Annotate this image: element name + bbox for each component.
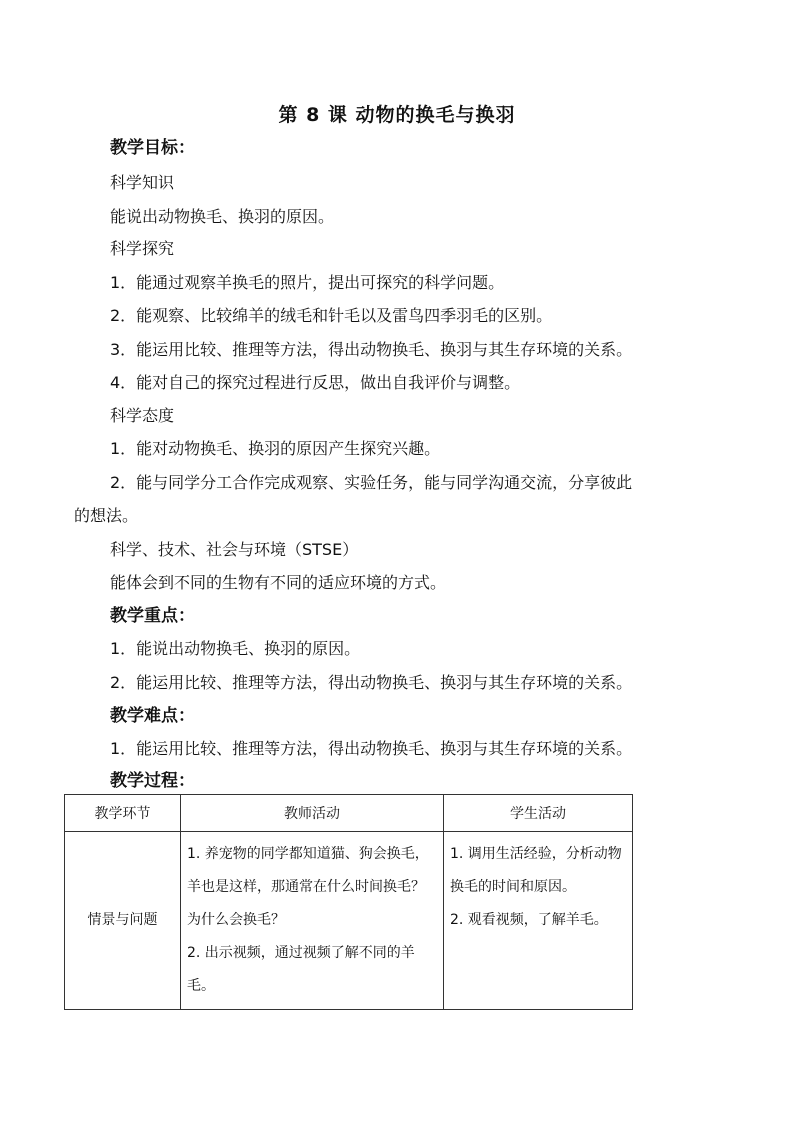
attitude-item: 2．能与同学分工合作完成观察、实验任务，能与同学沟通交流，分享彼此 [110, 473, 633, 492]
stse-text: 能体会到不同的生物有不同的适应环境的方式。 [110, 573, 447, 592]
teacher-activity-item: 2. 出示视频，通过视频了解不同的羊毛。 [187, 945, 415, 994]
knowledge-label: 科学知识 [110, 173, 175, 192]
attitude-label: 科学态度 [110, 406, 175, 425]
table-header-row [65, 795, 633, 832]
knowledge-text: 能说出动物换毛、换羽的原因。 [110, 207, 335, 226]
table-row [65, 832, 633, 1010]
stage-cell: 情景与问题 [65, 832, 181, 1010]
key-points-heading: 教学重点： [110, 606, 195, 626]
stse-label: 科学、技术、社会与环境（STSE） [110, 540, 359, 559]
attitude-item: 1．能对动物换毛、换羽的原因产生探究兴趣。 [110, 439, 441, 458]
key-point-item: 1．能说出动物换毛、换羽的原因。 [110, 639, 361, 658]
inquiry-label: 科学探究 [110, 239, 175, 258]
difficulties-heading: 教学难点： [110, 706, 195, 726]
student-activity-item: 1. 调用生活经验，分析动物换毛的时间和原因。 [450, 846, 622, 895]
inquiry-item: 1．能通过观察羊换毛的照片，提出可探究的科学问题。 [110, 273, 505, 292]
lesson-title: 第 8 课 动物的换毛与换羽 [278, 104, 516, 126]
inquiry-item: 3．能运用比较、推理等方法，得出动物换毛、换羽与其生存环境的关系。 [110, 340, 633, 359]
student-activity-item: 2. 观看视频，了解羊毛。 [450, 912, 608, 928]
attitude-item-continuation: 的想法。 [74, 506, 139, 525]
process-heading: 教学过程： [110, 771, 195, 791]
difficulty-item: 1．能运用比较、推理等方法，得出动物换毛、换羽与其生存环境的关系。 [110, 739, 633, 758]
objectives-heading: 教学目标： [110, 138, 195, 158]
column-header-student: 学生活动 [444, 795, 633, 832]
column-header-stage: 教学环节 [65, 795, 181, 832]
inquiry-item: 2．能观察、比较绵羊的绒毛和针毛以及雷鸟四季羽毛的区别。 [110, 306, 553, 325]
column-header-teacher: 教师活动 [181, 795, 444, 832]
teacher-activity-cell [181, 832, 444, 1010]
process-table [64, 794, 633, 1010]
teacher-activity-item: 1. 养宠物的同学都知道猫、狗会换毛，羊也是这样，那通常在什么时间换毛？为什么会换毛？ [187, 846, 429, 928]
inquiry-item: 4．能对自己的探究过程进行反思，做出自我评价与调整。 [110, 373, 521, 392]
student-activity-cell [444, 832, 633, 1010]
key-point-item: 2．能运用比较、推理等方法，得出动物换毛、换羽与其生存环境的关系。 [110, 673, 633, 692]
